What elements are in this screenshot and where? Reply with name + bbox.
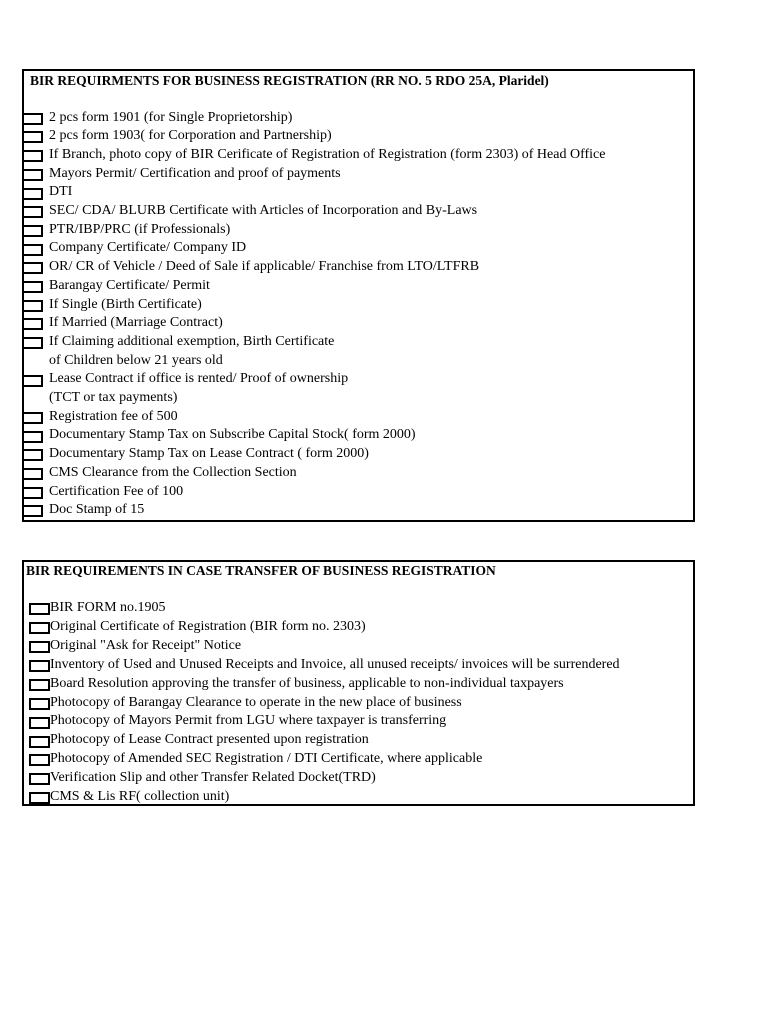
checkbox[interactable] — [29, 736, 50, 748]
checkbox[interactable] — [29, 603, 50, 615]
checkbox[interactable] — [22, 449, 43, 461]
item-label: Mayors Permit/ Certification and proof of payments — [49, 165, 341, 181]
checkbox[interactable] — [22, 244, 43, 256]
checkbox[interactable] — [29, 773, 50, 785]
item-label: Photocopy of Lease Contract presented upon registration — [50, 732, 369, 748]
item-label: Registration fee of 500 — [49, 408, 178, 424]
item-label: 2 pcs form 1903( for Corporation and Partnership) — [49, 128, 332, 144]
checkbox[interactable] — [29, 698, 50, 710]
checkbox[interactable] — [22, 169, 43, 181]
checkbox[interactable] — [22, 262, 43, 274]
checkbox[interactable] — [22, 150, 43, 162]
checkbox[interactable] — [22, 281, 43, 293]
item-label: PTR/IBP/PRC (if Professionals) — [49, 221, 231, 237]
item-label: If Married (Marriage Contract) — [49, 315, 223, 331]
checkbox[interactable] — [22, 431, 43, 443]
checkbox[interactable] — [22, 337, 43, 349]
item-label: If Single (Birth Certificate) — [49, 296, 202, 312]
checkbox[interactable] — [22, 113, 43, 125]
checkbox[interactable] — [22, 468, 43, 480]
checkbox[interactable] — [22, 318, 43, 330]
item-label: Photocopy of Amended SEC Registration / DTI Certificate, where applicable — [50, 751, 483, 767]
item-label: BIR FORM no.1905 — [50, 600, 166, 615]
item-label: Documentary Stamp Tax on Subscribe Capital Stock( form 2000) — [49, 427, 416, 443]
item-label: SEC/ CDA/ BLURB Certificate with Articles of Incorporation and By-Laws — [49, 203, 478, 218]
item-label: CMS Clearance from the Collection Section — [49, 464, 297, 480]
item-label: Barangay Certificate/ Permit — [49, 277, 210, 293]
item-label: DTI — [49, 184, 73, 200]
checkbox[interactable] — [22, 375, 43, 387]
item-label: of Children below 21 years old — [49, 352, 223, 368]
checkbox[interactable] — [22, 412, 43, 424]
item-label: Photocopy of Barangay Clearance to operate in the new place of business — [50, 694, 462, 710]
checkbox[interactable] — [29, 792, 50, 804]
checkbox[interactable] — [22, 131, 43, 143]
checkbox[interactable] — [29, 679, 50, 691]
section-title: BIR REQUIREMENTS IN CASE TRANSFER OF BUSINESS REGISTRATION — [26, 563, 496, 578]
item-label: Documentary Stamp Tax on Lease Contract ( form 2000) — [49, 446, 369, 462]
checkbox[interactable] — [29, 641, 50, 653]
checkbox[interactable] — [22, 188, 43, 200]
checkbox[interactable] — [29, 717, 50, 729]
item-label: Board Resolution approving the transfer of business, applicable to non-individual taxpayers — [50, 675, 564, 691]
item-label: Company Certificate/ Company ID — [49, 240, 247, 256]
business-registration-requirements-panel — [22, 69, 695, 522]
item-label: CMS & Lis RF( collection unit) — [50, 789, 230, 804]
item-label: Certification Fee of 100 — [49, 483, 184, 499]
checkbox[interactable] — [29, 622, 50, 634]
item-label: Inventory of Used and Unused Receipts and Invoice, all unused receipts/ invoices will be surrendered — [50, 656, 620, 672]
checkbox[interactable] — [29, 754, 50, 766]
section-title: BIR REQUIRMENTS FOR BUSINESS REGISTRATION (RR NO. 5 RDO 25A, Plaridel) — [30, 73, 549, 88]
item-label: Lease Contract if office is rented/ Proof of ownership — [49, 371, 349, 387]
item-label: OR/ CR of Vehicle / Deed of Sale if applicable/ Franchise from LTO/LTFRB — [49, 259, 480, 275]
item-label: Doc Stamp of 15 — [49, 502, 145, 518]
item-label: 2 pcs form 1901 (for Single Proprietorship) — [49, 109, 293, 125]
checkbox[interactable] — [22, 206, 43, 218]
checkbox[interactable] — [22, 487, 43, 499]
item-label: If Claiming additional exemption, Birth Certificate — [49, 333, 335, 349]
item-label: Original "Ask for Receipt" Notice — [50, 637, 242, 653]
transfer-requirements-panel — [22, 560, 695, 806]
item-label: (TCT or tax payments) — [49, 390, 178, 405]
item-label: If Branch, photo copy of BIR Cerificate of Registration of Registration (form 2303) of Head Office — [49, 146, 606, 162]
checkbox[interactable] — [22, 300, 43, 312]
checkbox[interactable] — [22, 505, 43, 517]
item-label: Original Certificate of Registration (BIR form no. 2303) — [50, 618, 366, 634]
checkbox[interactable] — [29, 660, 50, 672]
checkbox[interactable] — [22, 225, 43, 237]
item-label: Photocopy of Mayors Permit from LGU where taxpayer is transferring — [50, 713, 447, 729]
item-label: Verification Slip and other Transfer Related Docket(TRD) — [50, 770, 376, 786]
